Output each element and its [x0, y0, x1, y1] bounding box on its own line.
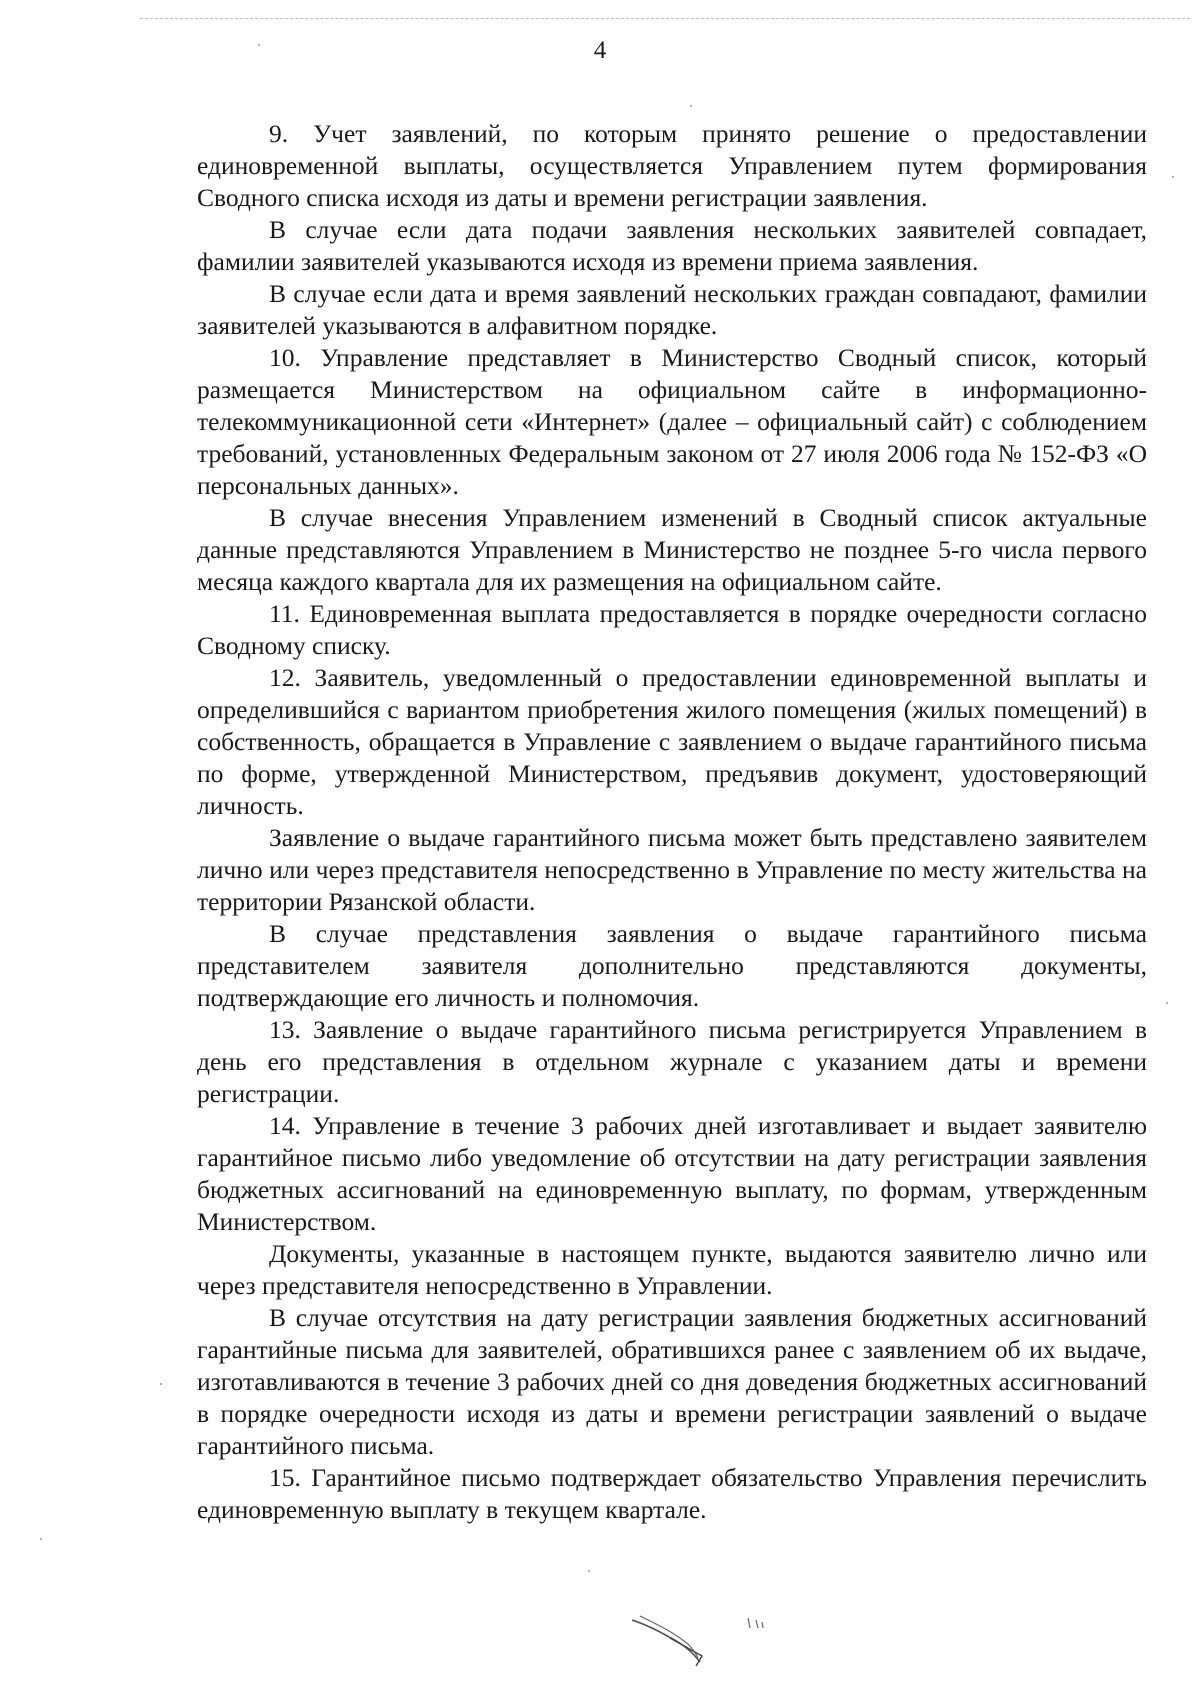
- paragraph: В случае если дата и время заявлений нескольких граждан совпадают, фамилии заявителей указываются в алфавитном порядке.: [197, 279, 1147, 340]
- page-number: 4: [593, 37, 607, 64]
- paragraph: В случае если дата подачи заявления нескольких заявителей совпадает, фамилии заявителей указываются исходя из времени приема заявления.: [197, 215, 1147, 276]
- paragraph-item-9: 9. Учет заявлений, по которым принято решение о предоставлении единовременной выплаты, осуществляется Управлением путем формирования Сводного списка исходя из даты и времени регистрации заявления.: [197, 119, 1147, 212]
- paragraph: В случае представления заявления о выдаче гарантийного письма представителем заявителя дополнительно представляются документы, подтверждающие его личность и полномочия.: [197, 919, 1147, 1012]
- paragraph-item-12: 12. Заявитель, уведомленный о предоставлении единовременной выплаты и определившийся с вариантом приобретения жилого помещения (жилых помещений) в собственность, обращается в Управление с заявлением о выдаче гарантийного письма по форме, утвержденной Министерством, предъявив документ, удостоверяющий личность.: [197, 663, 1147, 820]
- scan-speck: [588, 1570, 590, 1572]
- scan-speck: [1172, 176, 1174, 178]
- scan-speck: [1166, 1002, 1168, 1004]
- paragraph: В случае внесения Управлением изменений в Сводный список актуальные данные представляются Управлением в Министерство не позднее 5-го числа первого месяца каждого квартала для их размещения на официальном сайте.: [197, 503, 1147, 596]
- paragraph-item-11: 11. Единовременная выплата предоставляется в порядке очередности согласно Сводному списку.: [197, 599, 1147, 660]
- paragraph-item-15: 15. Гарантийное письмо подтверждает обязательство Управления перечислить единовременную выплату в текущем квартале.: [197, 1463, 1147, 1524]
- paragraph-item-14: 14. Управление в течение 3 рабочих дней изготавливает и выдает заявителю гарантийное письмо либо уведомление об отсутствии на дату регистрации заявления бюджетных ассигнований на единовременную выплату, по формам, утвержденным Министерством.: [197, 1111, 1147, 1236]
- paragraph: В случае отсутствия на дату регистрации заявления бюджетных ассигнований гарантийные письма для заявителей, обратившихся ранее с заявлением об их выдаче, изготавливаются в течение 3 рабочих дней со дня доведения бюджетных ассигнований в порядке очередности исходя из даты и времени регистрации заявлений о выдаче гарантийного письма.: [197, 1303, 1147, 1460]
- paragraph: Документы, указанные в настоящем пункте, выдаются заявителю лично или через представителя непосредственно в Управлении.: [197, 1239, 1147, 1300]
- scan-speck: [40, 1538, 42, 1540]
- handwritten-mark: [630, 1612, 770, 1672]
- paragraph-item-10: 10. Управление представляет в Министерство Сводный список, который размещается Министерством на официальном сайте в информационно-телекоммуникационной сети «Интернет» (далее – официальный сайт) с соблюдением требований, установленных Федеральным законом от 27 июля 2006 года № 152-ФЗ «О персональных данных».: [197, 343, 1147, 500]
- scan-speck: [690, 105, 692, 107]
- document-body: [197, 118, 1147, 1526]
- scan-speck: [160, 1383, 162, 1385]
- scan-edge-line: [140, 18, 1190, 19]
- paragraph: Заявление о выдаче гарантийного письма может быть представлено заявителем лично или через представителя непосредственно в Управление по месту жительства на территории Рязанской области.: [197, 823, 1147, 916]
- paragraph-item-13: 13. Заявление о выдаче гарантийного письма регистрируется Управлением в день его представления в отдельном журнале с указанием даты и времени регистрации.: [197, 1015, 1147, 1108]
- scan-speck: [258, 44, 260, 46]
